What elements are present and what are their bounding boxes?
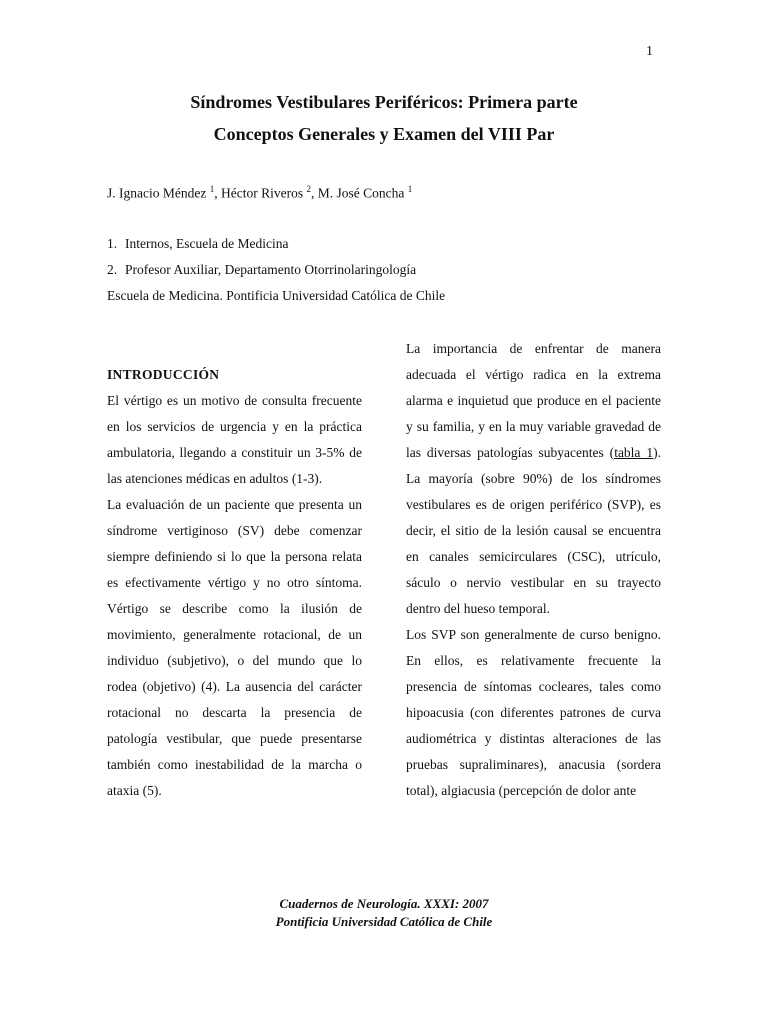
paragraph-svp: Los SVP son generalmente de curso benigno. En ellos, es relativamente frecuente la presencia de síntomas cocleares, tales como hipoacusia (con diferentes patrones de curva audiométrica y distintas alteraciones de las pruebas supraliminares), anacusia (sordera total), algiacusia (percepción de dolor ante: [406, 627, 661, 798]
paragraph-intro-1: El vértigo es un motivo de consulta frecuente en los servicios de urgencia y en la práctica ambulatoria, llegando a constituir un 3-5% de las atenciones médicas en adultos (1-3).: [107, 393, 362, 486]
author-3-affiliation-mark: 1: [407, 184, 413, 194]
left-column: [107, 362, 362, 804]
affiliation-1-text: Internos, Escuela de Medicina: [125, 236, 289, 251]
paragraph-intro-2: La evaluación de un paciente que presenta un síndrome vertiginoso (SV) debe comenzar siempre definiendo si lo que la persona relata es efectivamente vértigo y no otro síntoma. Vértigo se describe como la ilusión de movimiento, generalmente rotacional, de un individuo (subjetivo), o del mundo que lo rodea (objetivo) (4). La ausencia del carácter rotacional no descarta la presencia de patología vestibular, que puede presentarse también como inestabilidad de la marcha o ataxia (5).: [107, 497, 362, 798]
affiliation-1: [107, 236, 288, 252]
paragraph-importance: [406, 336, 661, 622]
author-1-affiliation-mark: 1: [209, 184, 215, 194]
author-3: M. José Concha: [317, 185, 405, 201]
institution: Escuela de Medicina. Pontificia Universidad Católica de Chile: [107, 288, 446, 303]
title-line-2: Conceptos Generales y Examen del VIII Par: [213, 124, 555, 144]
section-heading-introduccion: INTRODUCCIÓN: [107, 367, 220, 382]
affiliation-1-number: 1.: [107, 236, 118, 251]
table-1-link[interactable]: tabla 1: [614, 445, 654, 460]
footer-journal: Cuadernos de Neurología. XXXI: 2007: [279, 896, 489, 911]
paragraph-importance-text-b: ). La mayoría (sobre 90%) de los síndromes vestibulares es de origen periférico (SVP), es decir, el sitio de la lesión causal se encuentra en canales semicirculares (CSC), utrículo, sáculo o nervio vestibular en su trayecto dentro del hueso temporal.: [406, 445, 661, 616]
affiliation-2: [107, 262, 416, 278]
footer-institution: Pontificia Universidad Católica de Chile: [275, 914, 493, 929]
affiliation-2-number: 2.: [107, 262, 118, 277]
affiliation-2-text: Profesor Auxiliar, Departamento Otorrinolaringología: [125, 262, 417, 277]
right-column: [406, 336, 661, 804]
paragraph-importance-text-a: La importancia de enfrentar de manera adecuada el vértigo radica en la extrema alarma e inquietud que produce en el paciente y su familia, y en la muy variable gravedad de las diversas patologías subyacentes (: [406, 341, 661, 460]
author-2-affiliation-mark: 2: [306, 184, 311, 194]
title-line-1: Síndromes Vestibulares Periféricos: Primera parte: [190, 92, 578, 112]
author-1: J. Ignacio Méndez: [107, 185, 207, 201]
author-2: Héctor Riveros: [220, 185, 304, 201]
author-list: J. Ignacio Méndez $^1$, Héctor Riveros $^2$, M. José Concha $^1$: [107, 184, 413, 201]
page-number: 1: [646, 44, 653, 59]
